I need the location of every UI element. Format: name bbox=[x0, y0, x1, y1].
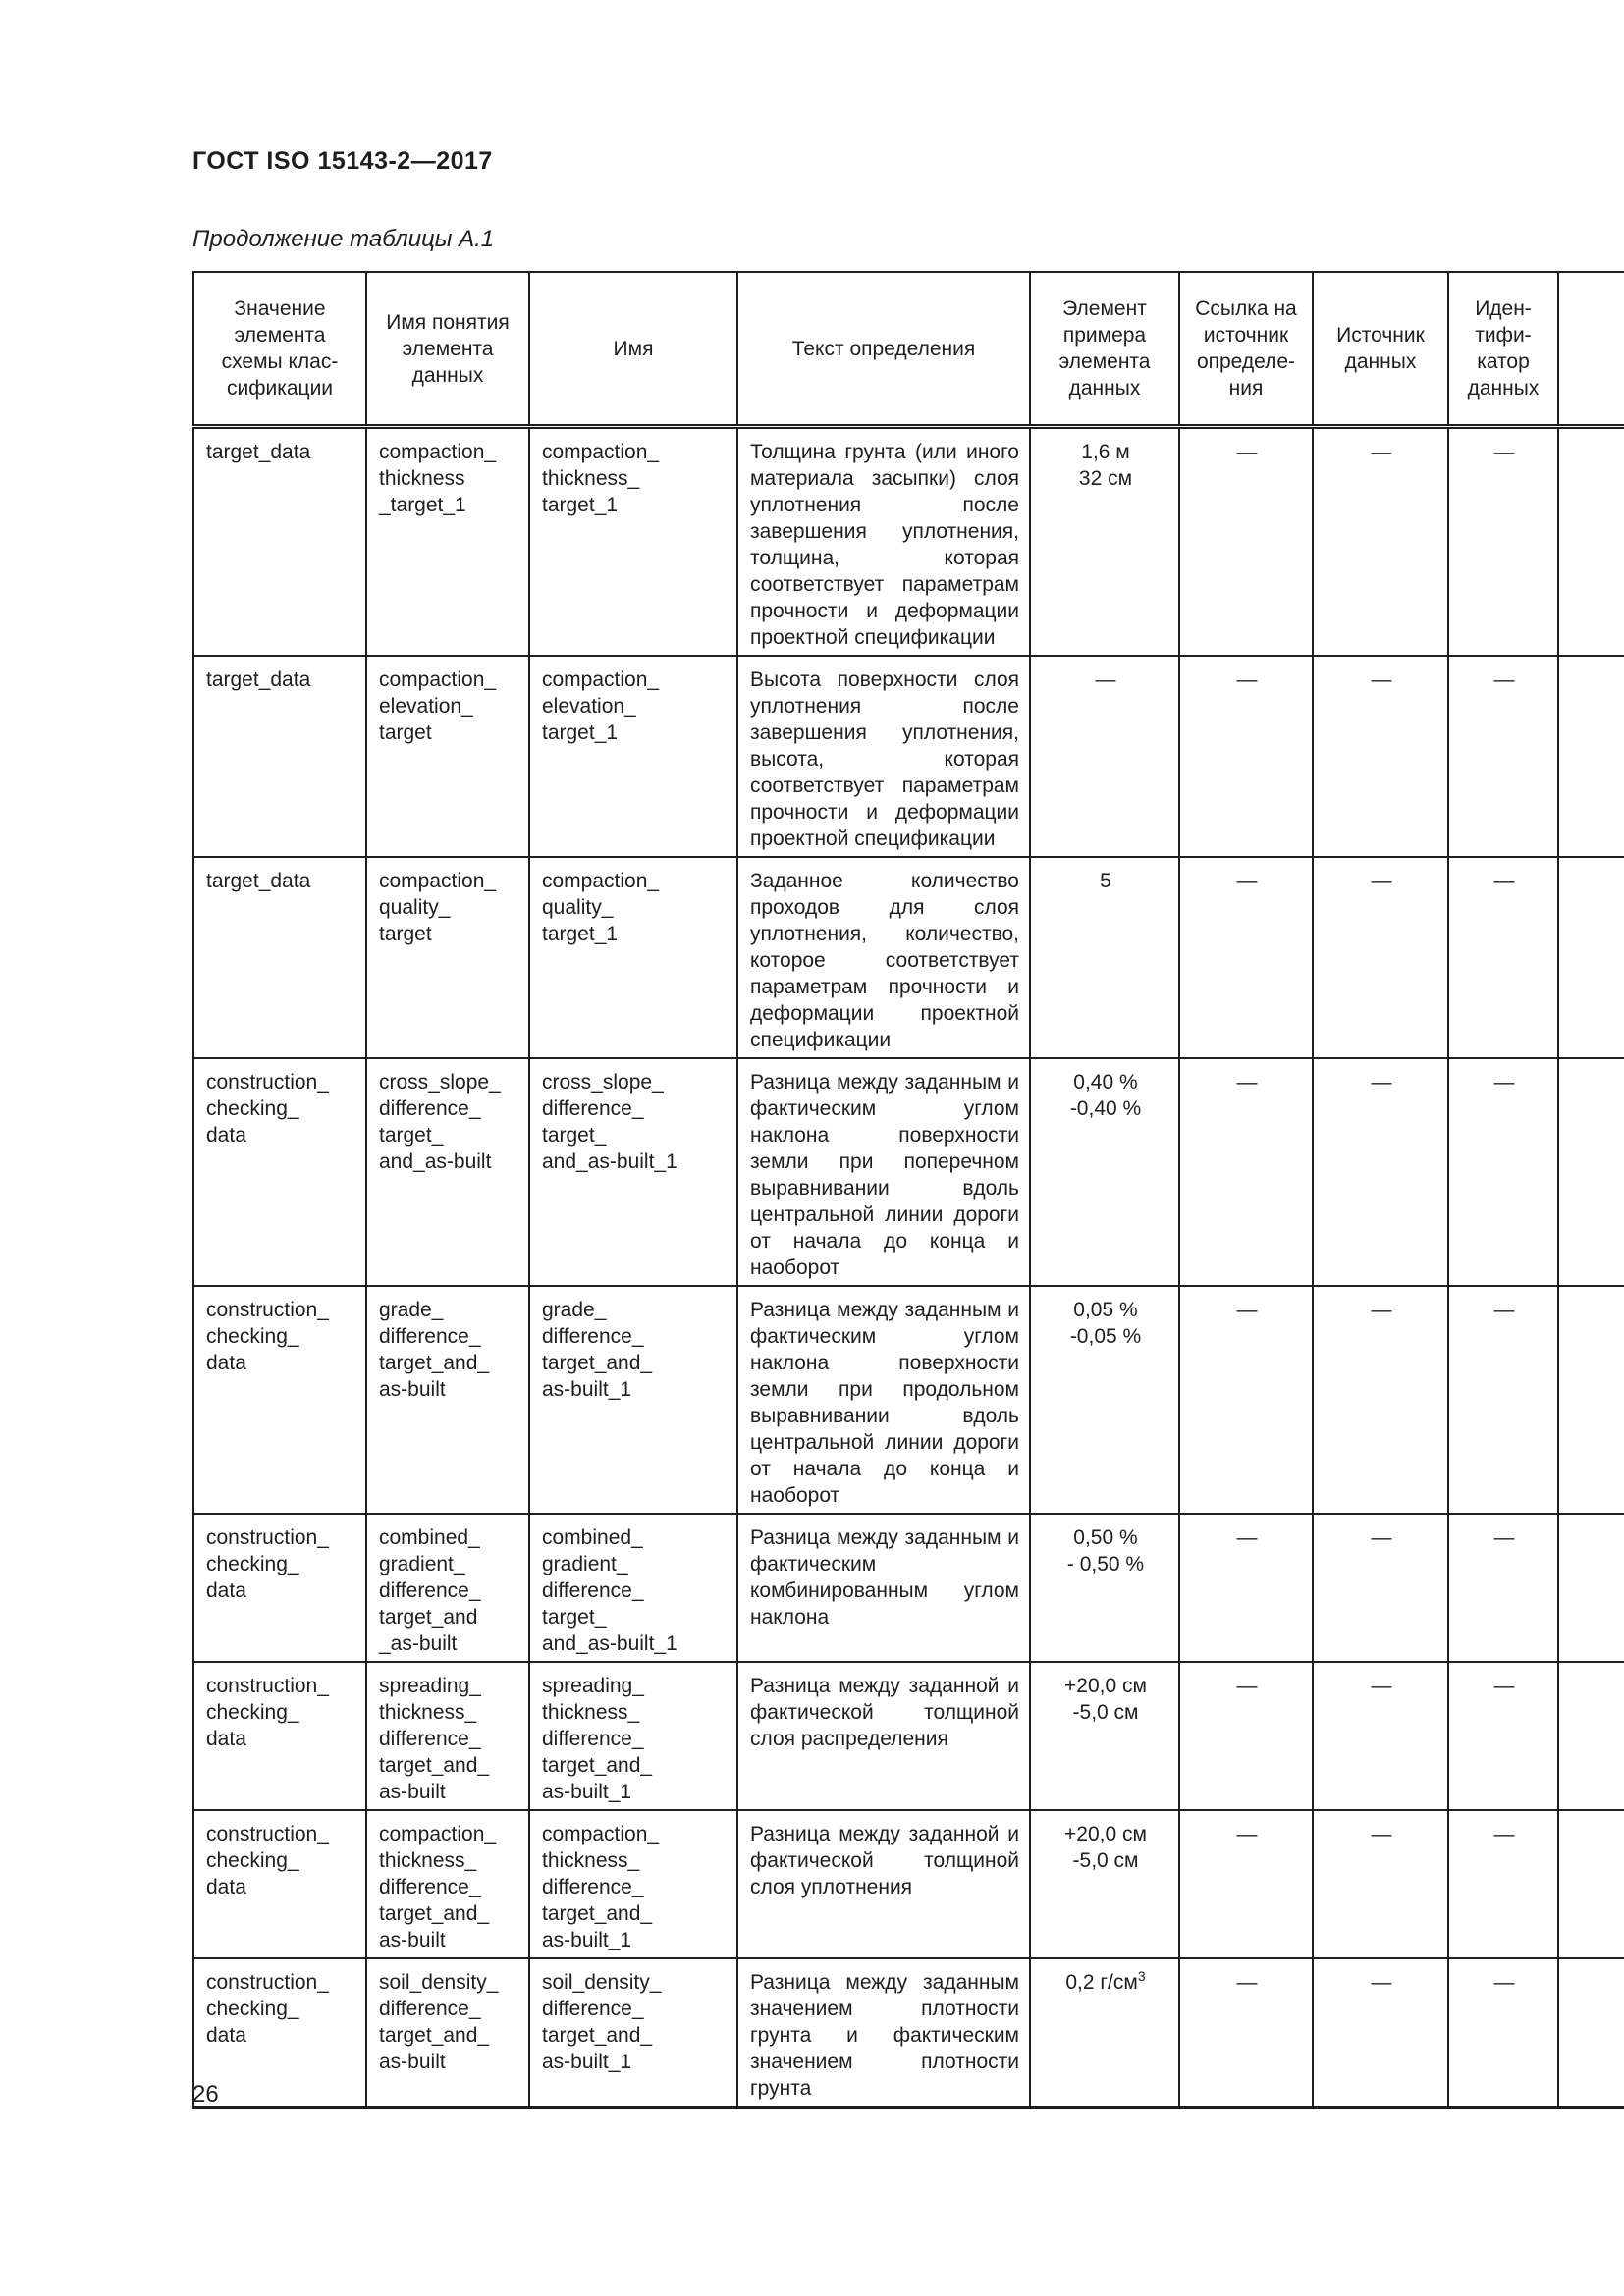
cell-name bbox=[529, 1514, 737, 1662]
cell-classification bbox=[193, 1810, 366, 1958]
cell-identifier-text: — bbox=[1493, 1071, 1515, 1094]
cell-source bbox=[1313, 1514, 1448, 1662]
cell-name-text: cross_slope_ difference_ target_ and_as-built_1 bbox=[542, 1071, 677, 1173]
cell-name-text: soil_density_ difference_ target_and_ as-built_1 bbox=[542, 1971, 662, 2073]
cell-continuation bbox=[1558, 1514, 1624, 1662]
cell-definition-text: Разница между заданной и фактической толщиной слоя уплотнения bbox=[750, 1823, 1019, 1898]
cell-continuation bbox=[1558, 1958, 1624, 2108]
cell-identifier-text: — bbox=[1493, 668, 1515, 691]
cell-source bbox=[1313, 1958, 1448, 2108]
table-row bbox=[193, 1058, 1624, 1286]
cell-reference bbox=[1179, 1286, 1313, 1514]
cell-concept-name-text: cross_slope_ difference_ target_ and_as-built bbox=[379, 1071, 501, 1173]
cell-identifier bbox=[1448, 1514, 1558, 1662]
cell-name bbox=[529, 857, 737, 1058]
header-identifier: Иден- тифи- катор данных bbox=[1448, 272, 1558, 427]
header-definition: Текст определения bbox=[737, 272, 1030, 427]
cell-source bbox=[1313, 427, 1448, 657]
cell-definition bbox=[737, 857, 1030, 1058]
cell-source-text: — bbox=[1371, 1675, 1392, 1697]
cell-identifier bbox=[1448, 427, 1558, 657]
cell-classification-text: construction_ checking_ data bbox=[206, 1526, 329, 1602]
header-classification: Значение элемента схемы клас- сификации bbox=[193, 272, 366, 427]
cell-source-text: — bbox=[1371, 870, 1392, 892]
table-row bbox=[193, 427, 1624, 657]
cell-reference bbox=[1179, 1810, 1313, 1958]
cell-definition bbox=[737, 1286, 1030, 1514]
cell-name-text: grade_ difference_ target_and_ as-built_1 bbox=[542, 1299, 653, 1401]
cell-definition bbox=[737, 1662, 1030, 1810]
cell-reference-text: — bbox=[1236, 1823, 1258, 1845]
cell-example-text: 5 bbox=[1100, 870, 1111, 892]
cell-concept-name bbox=[366, 857, 529, 1058]
cell-identifier-text: — bbox=[1493, 870, 1515, 892]
cell-concept-name bbox=[366, 656, 529, 857]
cell-name-text: spreading_ thickness_ difference_ target_and_ as-built_1 bbox=[542, 1675, 653, 1803]
cell-source bbox=[1313, 1058, 1448, 1286]
cell-concept-name-text: soil_density_ difference_ target_and_ as-built bbox=[379, 1971, 499, 2073]
cell-source bbox=[1313, 656, 1448, 857]
cell-definition bbox=[737, 427, 1030, 657]
cell-source-text: — bbox=[1371, 668, 1392, 691]
cell-concept-name bbox=[366, 1958, 529, 2108]
cell-name-text: compaction_ thickness_ difference_ target_and_ as-built_1 bbox=[542, 1823, 660, 1951]
cell-continuation bbox=[1558, 1662, 1624, 1810]
document-header: ГОСТ ISO 15143-2—2017 bbox=[192, 147, 493, 175]
cell-concept-name-text: compaction_ elevation_ target bbox=[379, 668, 497, 744]
cell-reference-text: — bbox=[1236, 1675, 1258, 1697]
cell-concept-name-text: compaction_ thickness_ difference_ target_and_ as-built bbox=[379, 1823, 497, 1951]
cell-example bbox=[1030, 1058, 1179, 1286]
cell-reference-text: — bbox=[1236, 1971, 1258, 1994]
cell-classification-text: construction_ checking_ data bbox=[206, 1071, 329, 1147]
cell-identifier-text: — bbox=[1493, 1823, 1515, 1845]
cell-name-text: compaction_ thickness_ target_1 bbox=[542, 441, 660, 516]
cell-source-text: — bbox=[1371, 441, 1392, 463]
cell-reference bbox=[1179, 1058, 1313, 1286]
cell-reference-text: — bbox=[1236, 668, 1258, 691]
cell-identifier bbox=[1448, 1662, 1558, 1810]
cell-example bbox=[1030, 1810, 1179, 1958]
cell-concept-name bbox=[366, 1810, 529, 1958]
cell-example bbox=[1030, 1958, 1179, 2108]
cell-example-text: +20,0 см -5,0 см bbox=[1064, 1675, 1147, 1724]
cell-classification bbox=[193, 427, 366, 657]
header-source: Источник данных bbox=[1313, 272, 1448, 427]
cell-reference-text: — bbox=[1236, 1071, 1258, 1094]
cell-classification-text: target_data bbox=[206, 668, 311, 691]
cell-definition-text: Разница между заданным значением плотности грунта и фактическим значением плотности грунта bbox=[750, 1971, 1019, 2100]
cell-identifier-text: — bbox=[1493, 1299, 1515, 1321]
cell-classification bbox=[193, 1662, 366, 1810]
cell-definition-text: Разница между заданным и фактическим углом наклона поверхности земли при поперечном выравнивании вдоль центральной линии дороги от начала до конца и наоборот bbox=[750, 1071, 1019, 1279]
cell-name bbox=[529, 1058, 737, 1286]
cell-concept-name bbox=[366, 427, 529, 657]
cell-concept-name bbox=[366, 1058, 529, 1286]
cell-continuation bbox=[1558, 1286, 1624, 1514]
cell-source-text: — bbox=[1371, 1299, 1392, 1321]
table-row bbox=[193, 656, 1624, 857]
header-concept-name: Имя понятия элемента данных bbox=[366, 272, 529, 427]
cell-identifier bbox=[1448, 1286, 1558, 1514]
cell-definition bbox=[737, 1958, 1030, 2108]
cell-source-text: — bbox=[1371, 1071, 1392, 1094]
cell-reference bbox=[1179, 656, 1313, 857]
cell-example-text: +20,0 см -5,0 см bbox=[1064, 1823, 1147, 1872]
cell-definition bbox=[737, 656, 1030, 857]
cell-example-text: 0,50 % - 0,50 % bbox=[1066, 1526, 1145, 1575]
cell-reference-text: — bbox=[1236, 870, 1258, 892]
cell-definition-text: Разница между заданным и фактическим комбинированным углом наклона bbox=[750, 1526, 1019, 1629]
cell-name bbox=[529, 1286, 737, 1514]
cell-classification-text: construction_ checking_ data bbox=[206, 1299, 329, 1374]
table-row bbox=[193, 1662, 1624, 1810]
cell-continuation bbox=[1558, 1810, 1624, 1958]
cell-name bbox=[529, 1662, 737, 1810]
cell-reference bbox=[1179, 1662, 1313, 1810]
cell-definition-text: Высота поверхности слоя уплотнения после завершения уплотнения, высота, которая соответствует параметрам прочности и деформации проектной спецификации bbox=[750, 668, 1019, 850]
cell-name-text: compaction_ elevation_ target_1 bbox=[542, 668, 660, 744]
cell-continuation bbox=[1558, 656, 1624, 857]
table-row bbox=[193, 1286, 1624, 1514]
cell-identifier bbox=[1448, 1058, 1558, 1286]
cell-definition-text: Разница между заданной и фактической толщиной слоя распределения bbox=[750, 1675, 1019, 1750]
table-row bbox=[193, 1810, 1624, 1958]
cell-source-text: — bbox=[1371, 1971, 1392, 1994]
cell-definition bbox=[737, 1514, 1030, 1662]
cell-definition bbox=[737, 1058, 1030, 1286]
header-reference: Ссылка на источник определе- ния bbox=[1179, 272, 1313, 427]
cell-name bbox=[529, 427, 737, 657]
cell-concept-name bbox=[366, 1662, 529, 1810]
cell-example bbox=[1030, 427, 1179, 657]
cell-reference bbox=[1179, 857, 1313, 1058]
cell-source bbox=[1313, 1662, 1448, 1810]
cell-reference bbox=[1179, 427, 1313, 657]
cell-example-text: 0,05 % -0,05 % bbox=[1069, 1299, 1142, 1348]
cell-concept-name-text: spreading_ thickness_ difference_ target_and_ as-built bbox=[379, 1675, 490, 1803]
cell-source-text: — bbox=[1371, 1823, 1392, 1845]
cell-concept-name bbox=[366, 1286, 529, 1514]
cell-example bbox=[1030, 1286, 1179, 1514]
cell-name-text: compaction_ quality_ target_1 bbox=[542, 870, 660, 945]
page-number: 26 bbox=[192, 2081, 219, 2108]
cell-identifier bbox=[1448, 1958, 1558, 2108]
cell-classification bbox=[193, 857, 366, 1058]
cell-identifier-text: — bbox=[1493, 1526, 1515, 1549]
cell-classification-text: target_data bbox=[206, 441, 311, 463]
cell-source-text: — bbox=[1371, 1526, 1392, 1549]
cell-reference bbox=[1179, 1514, 1313, 1662]
cell-example bbox=[1030, 656, 1179, 857]
table-header-row bbox=[193, 272, 1624, 427]
cell-concept-name-text: combined_ gradient_ difference_ target_and _as-built bbox=[379, 1526, 481, 1655]
cell-example bbox=[1030, 1514, 1179, 1662]
cell-reference-text: — bbox=[1236, 441, 1258, 463]
cell-example-text: 0,40 % -0,40 % bbox=[1069, 1071, 1142, 1120]
cell-example-text: — bbox=[1095, 668, 1116, 691]
cell-name-text: combined_ gradient_ difference_ target_ and_as-built_1 bbox=[542, 1526, 677, 1655]
cell-example bbox=[1030, 1662, 1179, 1810]
cell-classification-text: target_data bbox=[206, 870, 311, 892]
table-caption: Продолжение таблицы А.1 bbox=[192, 226, 495, 252]
cell-classification bbox=[193, 1958, 366, 2108]
cell-classification bbox=[193, 1514, 366, 1662]
cell-definition-text: Заданное количество проходов для слоя уплотнения, количество, которое соответствует параметрам прочности и деформации проектной спецификации bbox=[750, 870, 1019, 1051]
table-row bbox=[193, 1958, 1624, 2108]
cell-continuation bbox=[1558, 857, 1624, 1058]
classification-table bbox=[192, 271, 1624, 2109]
cell-example-text: 0,2 г/см bbox=[1065, 1971, 1138, 1994]
cell-identifier-text: — bbox=[1493, 441, 1515, 463]
cell-identifier-text: — bbox=[1493, 1675, 1515, 1697]
cell-classification-text: construction_ checking_ data bbox=[206, 1823, 329, 1898]
cell-classification bbox=[193, 1286, 366, 1514]
cell-classification-text: construction_ checking_ data bbox=[206, 1675, 329, 1750]
cell-continuation bbox=[1558, 427, 1624, 657]
header-example: Элемент примера элемента данных bbox=[1030, 272, 1179, 427]
cell-classification bbox=[193, 656, 366, 857]
cell-definition bbox=[737, 1810, 1030, 1958]
cell-classification bbox=[193, 1058, 366, 1286]
cell-concept-name-text: compaction_ thickness _target_1 bbox=[379, 441, 497, 516]
cell-identifier bbox=[1448, 1810, 1558, 1958]
cell-definition-text: Разница между заданным и фактическим углом наклона поверхности земли при продольном выравнивании вдоль центральной линии дороги от начала до конца и наоборот bbox=[750, 1299, 1019, 1507]
cell-name bbox=[529, 656, 737, 857]
cell-source bbox=[1313, 857, 1448, 1058]
cell-reference-text: — bbox=[1236, 1299, 1258, 1321]
cell-name bbox=[529, 1810, 737, 1958]
cell-reference bbox=[1179, 1958, 1313, 2108]
cell-identifier bbox=[1448, 656, 1558, 857]
cell-example bbox=[1030, 857, 1179, 1058]
cell-identifier-text: — bbox=[1493, 1971, 1515, 1994]
table-body bbox=[193, 427, 1624, 2108]
cell-concept-name bbox=[366, 1514, 529, 1662]
table-row bbox=[193, 1514, 1624, 1662]
cell-reference-text: — bbox=[1236, 1526, 1258, 1549]
header-name: Имя bbox=[529, 272, 737, 427]
cell-identifier bbox=[1448, 857, 1558, 1058]
cell-source bbox=[1313, 1810, 1448, 1958]
cell-example-text: 1,6 м 32 см bbox=[1078, 441, 1133, 490]
cell-concept-name-text: grade_ difference_ target_and_ as-built bbox=[379, 1299, 490, 1401]
cell-classification-text: construction_ checking_ data bbox=[206, 1971, 329, 2047]
cell-concept-name-text: compaction_ quality_ target bbox=[379, 870, 497, 945]
table-row bbox=[193, 857, 1624, 1058]
cell-source bbox=[1313, 1286, 1448, 1514]
cell-name bbox=[529, 1958, 737, 2108]
cell-definition-text: Толщина грунта (или иного материала засыпки) слоя уплотнения после завершения уплотнения, толщина, которая соответствует параметрам прочности и деформации проектной спецификации bbox=[750, 441, 1019, 649]
header-continuation bbox=[1558, 272, 1624, 427]
cell-continuation bbox=[1558, 1058, 1624, 1286]
unit-exponent: 3 bbox=[1137, 1968, 1146, 1984]
